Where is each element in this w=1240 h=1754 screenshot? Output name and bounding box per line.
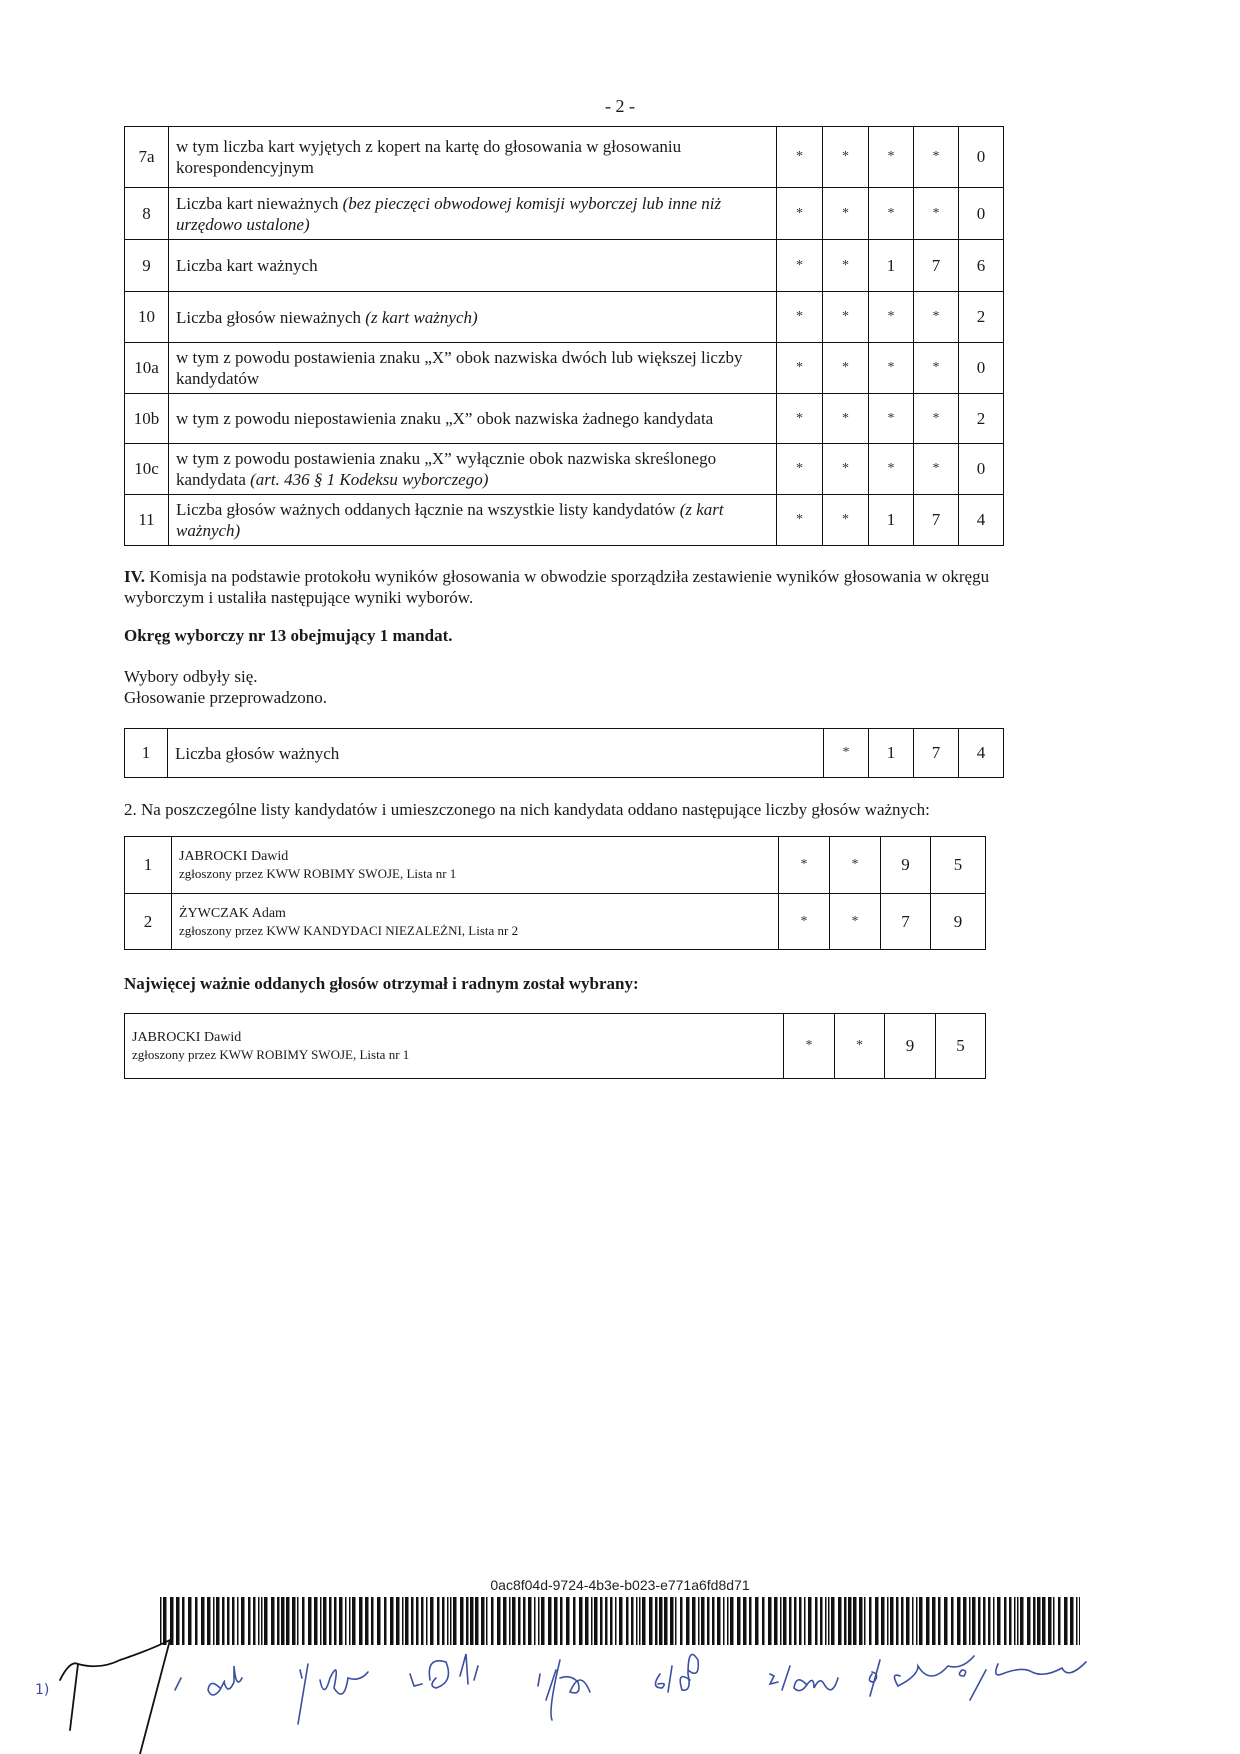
digit-cell: 1 — [869, 729, 914, 778]
digit-cell: 7 — [914, 240, 959, 292]
table-row — [125, 127, 1004, 188]
election-status-line-2: Głosowanie przeprowadzono. — [124, 688, 327, 707]
row-description — [169, 343, 777, 394]
page-number: - 2 - — [605, 96, 635, 116]
row-description-note: (z kart ważnych) — [365, 307, 478, 327]
digit-cell: * — [914, 127, 959, 188]
district-heading: Okręg wyborczy nr 13 obejmujący 1 mandat. — [124, 626, 453, 645]
digit-cell: * — [823, 495, 869, 546]
digit-cell: * — [777, 188, 823, 240]
winner-table — [124, 1013, 986, 1079]
digit-cell: * — [823, 188, 869, 240]
row-description — [169, 292, 777, 343]
candidate-row — [125, 894, 986, 950]
digit-cell: 5 — [936, 1014, 986, 1079]
digit-cell: * — [823, 394, 869, 444]
digit-cell: 9 — [885, 1014, 936, 1079]
row-description-text: Liczba kart ważnych — [176, 256, 318, 275]
row-description-text: Liczba głosów ważnych oddanych łącznie na wszystkie listy kandydatów — [176, 500, 680, 519]
candidates-table — [124, 836, 986, 950]
digit-cell: * — [869, 188, 914, 240]
signature-label: 1) — [35, 1682, 50, 1698]
digit-cell: * — [914, 343, 959, 394]
digit-cell: * — [823, 127, 869, 188]
table-row — [125, 240, 1004, 292]
row-description — [169, 240, 777, 292]
candidates-intro: 2. Na poszczególne listy kandydatów i umieszczonego na nich kandydata oddano następujące liczby głosów ważnych: — [124, 800, 930, 819]
digit-cell: 0 — [959, 444, 1004, 495]
candidate-number: 1 — [125, 837, 172, 894]
digit-cell: * — [830, 837, 881, 894]
digit-cell: * — [777, 292, 823, 343]
signatures-area — [0, 1630, 1240, 1754]
winner-info — [125, 1014, 784, 1079]
digit-cell: * — [777, 394, 823, 444]
valid-votes-table — [124, 728, 1004, 778]
row-description-text: w tym liczba kart wyjętych z kopert na kartę do głosowania w głosowaniu korespondencyjnym — [176, 137, 682, 177]
candidate-name: ŻYWCZAK Adam — [179, 905, 286, 921]
digit-cell: * — [824, 729, 869, 778]
digit-cell: 1 — [869, 240, 914, 292]
digit-cell: 2 — [959, 292, 1004, 343]
section-iv-text: Komisja na podstawie protokołu wyników głosowania w obwodzie sporządziła zestawienie wyników głosowania w okręgu wyborczym i ustaliła następujące wyniki wyborów. — [124, 567, 990, 607]
digit-cell: * — [823, 292, 869, 343]
section-iv-label: IV. — [124, 567, 145, 586]
digit-cell: 7 — [881, 894, 931, 950]
section-iv-paragraph — [124, 566, 1004, 608]
row-description — [169, 444, 777, 495]
row-number: 8 — [125, 188, 169, 240]
digit-cell: * — [869, 292, 914, 343]
digit-cell: 7 — [914, 729, 959, 778]
digit-cell: * — [779, 894, 830, 950]
digit-cell: * — [914, 444, 959, 495]
row-description-text: w tym z powodu postawienia znaku „X” obok nazwiska dwóch lub większej liczby kandydatów — [176, 348, 743, 388]
digit-cell: 6 — [959, 240, 1004, 292]
digit-cell: * — [835, 1014, 885, 1079]
candidate-nominated-by: zgłoszony przez KWW KANDYDACI NIEZALEŻNI, Lista nr 2 — [179, 922, 519, 938]
candidate-number: 2 — [125, 894, 172, 950]
digit-cell: * — [823, 444, 869, 495]
digit-cell: * — [830, 894, 881, 950]
candidate-nominated-by: zgłoszony przez KWW ROBIMY SWOJE, Lista nr 1 — [179, 866, 457, 881]
digit-cell: 4 — [959, 729, 1004, 778]
row-description-text: Liczba kart nieważnych — [176, 193, 343, 213]
digit-cell: * — [869, 127, 914, 188]
table-row — [125, 292, 1004, 343]
digit-cell: * — [914, 188, 959, 240]
results-table — [124, 126, 1004, 546]
row-description — [169, 127, 777, 188]
row-description-text: w tym z powodu postawienia znaku „X” wyłącznie obok nazwiska skreślonego kandydata — [176, 449, 717, 489]
candidate-name: JABROCKI Dawid — [179, 849, 289, 864]
row-number: 10b — [125, 394, 169, 444]
digit-cell: * — [823, 240, 869, 292]
digit-cell: * — [869, 343, 914, 394]
winner-name: JABROCKI Dawid — [132, 1030, 242, 1045]
digit-cell: * — [777, 240, 823, 292]
digit-cell: 1 — [869, 495, 914, 546]
row-number: 11 — [125, 495, 169, 546]
digit-cell: * — [777, 127, 823, 188]
row-description — [169, 495, 777, 546]
row-label: Liczba głosów ważnych — [168, 729, 824, 778]
table-row — [125, 188, 1004, 240]
row-number: 10c — [125, 444, 169, 495]
row-description-note: (bez pieczęci obwodowej komisji wyborczej lub inne niż urzędowo ustalone) — [176, 193, 722, 234]
row-number: 9 — [125, 240, 169, 292]
winner-nominated-by: zgłoszony przez KWW ROBIMY SWOJE, Lista nr 1 — [132, 1047, 410, 1062]
digit-cell: 4 — [959, 495, 1004, 546]
digit-cell: * — [777, 495, 823, 546]
row-description-text: Liczba głosów nieważnych — [176, 307, 366, 327]
digit-cell: * — [779, 837, 830, 894]
row-description-note: (z kart ważnych) — [176, 500, 724, 540]
row-number: 7a — [125, 127, 169, 188]
row-number: 10a — [125, 343, 169, 394]
digit-cell: 0 — [959, 343, 1004, 394]
row-description — [169, 188, 777, 240]
election-status-line-1: Wybory odbyły się. — [124, 667, 258, 686]
candidate-info — [172, 837, 779, 894]
winner-heading: Najwięcej ważnie oddanych głosów otrzymał i radnym został wybrany: — [124, 974, 639, 993]
row-description-note: (art. 436 § 1 Kodeksu wyborczego) — [250, 470, 489, 489]
digit-cell: * — [784, 1014, 835, 1079]
digit-cell: * — [914, 394, 959, 444]
valid-votes-row — [125, 729, 1004, 778]
table-row — [125, 495, 1004, 546]
candidate-row — [125, 837, 986, 894]
row-description-text: w tym z powodu niepostawienia znaku „X” obok nazwiska żadnego kandydata — [176, 409, 714, 428]
table-row — [125, 444, 1004, 495]
table-row — [125, 343, 1004, 394]
digit-cell: * — [869, 444, 914, 495]
signature-1 — [60, 1640, 170, 1754]
digit-cell: 2 — [959, 394, 1004, 444]
digit-cell: 5 — [931, 837, 986, 894]
table-row — [125, 394, 1004, 444]
digit-cell: * — [823, 343, 869, 394]
row-description — [169, 394, 777, 444]
digit-cell: * — [869, 394, 914, 444]
digit-cell: 9 — [881, 837, 931, 894]
row-number: 1 — [125, 729, 168, 778]
document-id: 0ac8f04d-9724-4b3e-b023-e771a6fd8d71 — [490, 1577, 750, 1593]
digit-cell: 7 — [914, 495, 959, 546]
digit-cell: 9 — [931, 894, 986, 950]
digit-cell: * — [777, 444, 823, 495]
winner-row — [125, 1014, 986, 1079]
digit-cell: * — [914, 292, 959, 343]
row-number: 10 — [125, 292, 169, 343]
digit-cell: 0 — [959, 188, 1004, 240]
digit-cell: 0 — [959, 127, 1004, 188]
candidate-info — [172, 894, 779, 950]
digit-cell: * — [777, 343, 823, 394]
